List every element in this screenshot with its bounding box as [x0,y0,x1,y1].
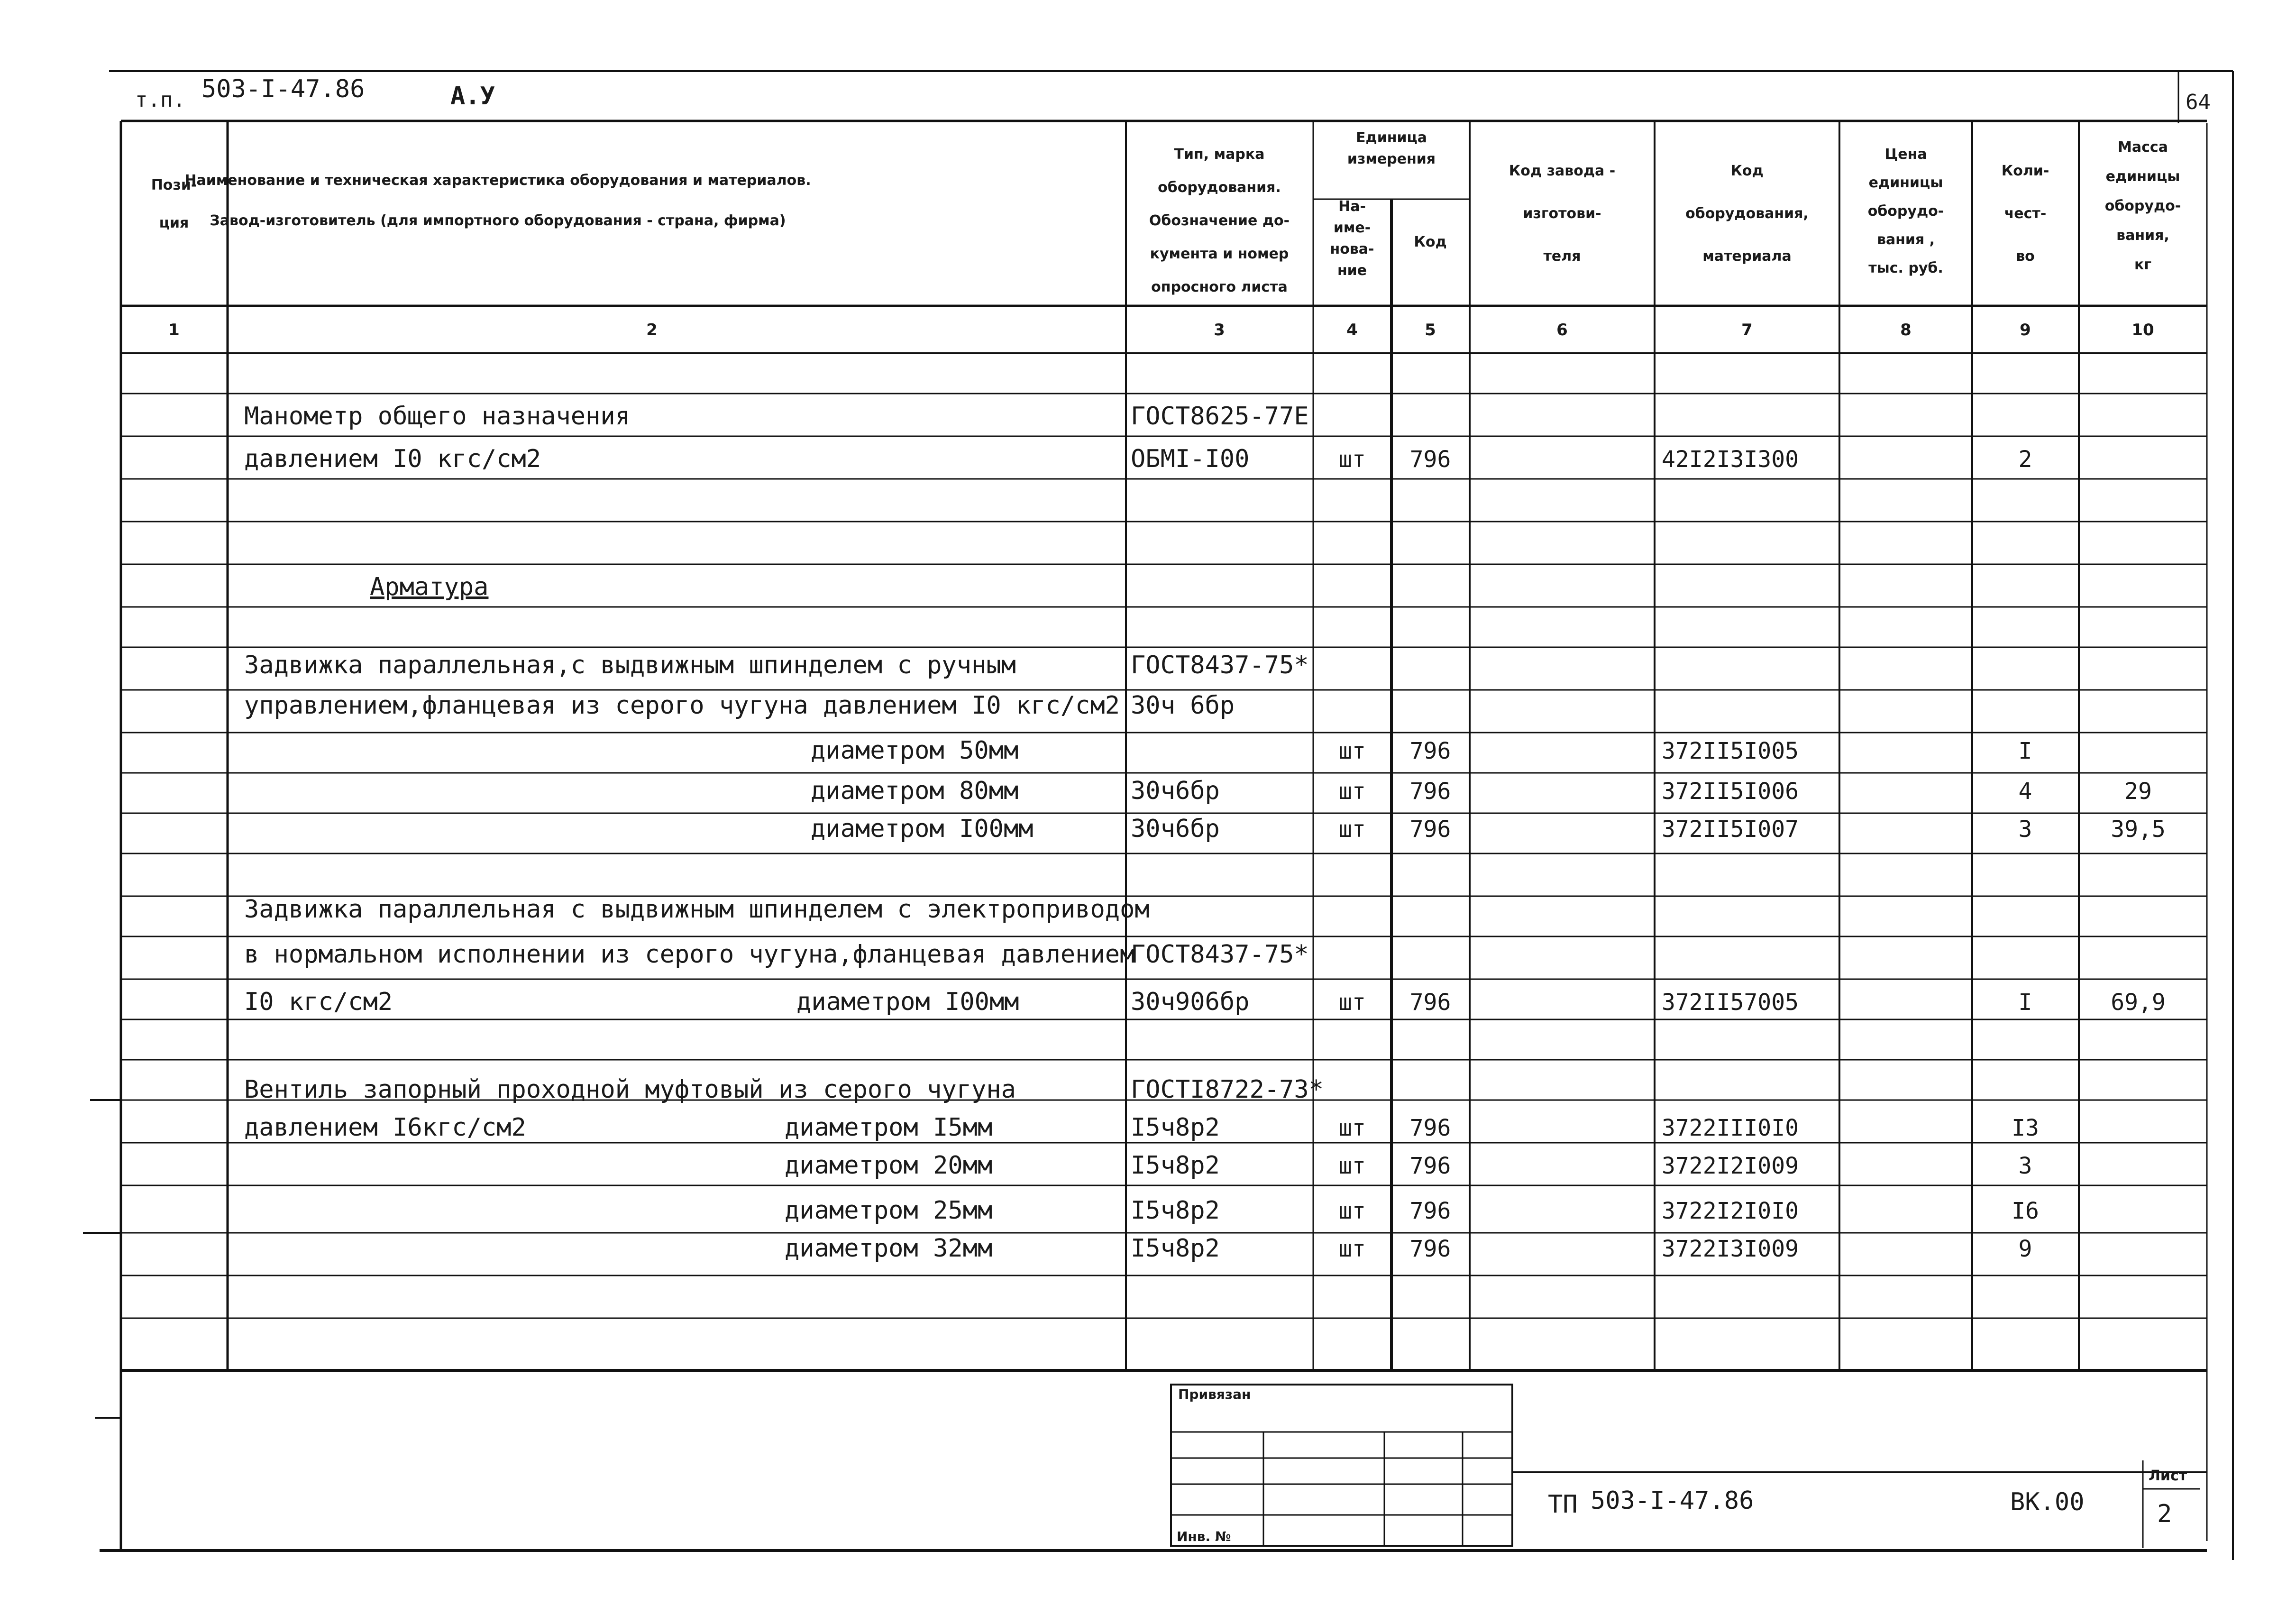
item-quantity: 3 [2018,816,2032,843]
item-name: управлением,фланцевая из серого чугуна давлением I0 кгс/см2 [244,691,1120,720]
table-row [244,691,1235,720]
header-position-line: ция [159,215,189,231]
item-diameter: диаметром 25мм [785,1196,993,1225]
item-unit: шт [1338,1236,1366,1262]
item-type: I5ч8р2 [1131,1196,1220,1225]
item-unit: шт [1338,738,1366,764]
item-type: 30ч6бр [1131,777,1220,805]
column-number: 4 [1346,321,1358,339]
item-type: ГОСТI8722-73* [1131,1075,1324,1104]
item-equipment-code: 3722I2I0I0 [1662,1198,1799,1224]
header-equipment-code-line: оборудования, [1685,205,1809,222]
header-factory-code-line: изготови- [1523,205,1601,222]
header-mass-line: единицы [2105,168,2180,185]
item-quantity: 3 [2018,1153,2032,1179]
item-equipment-code: 372II5I005 [1662,738,1799,764]
item-type: I5ч8р2 [1131,1151,1220,1180]
item-unit-code: 796 [1409,1236,1451,1262]
item-unit: шт [1338,1198,1366,1224]
item-unit: шт [1338,989,1366,1016]
item-name: в нормальном исполнении из серого чугуна,фланцевая давлением [244,940,1135,969]
project-number: 503-I-47.86 [201,75,365,103]
item-unit-code: 796 [1409,778,1451,805]
item-type: I5ч8р2 [1131,1234,1220,1263]
header-price-line: единицы [1868,174,1943,191]
item-quantity: 4 [2018,778,2032,805]
item-type: ГОСТ8437-75* [1131,651,1309,679]
header-quantity-line: Коли- [2001,163,2049,179]
table-header [151,129,2181,295]
table-row [785,1151,2032,1180]
table-row [244,940,1309,969]
item-quantity: I [2018,738,2032,764]
table-row [244,988,2166,1016]
item-quantity: 9 [2018,1236,2032,1262]
sheet-number: 2 [2157,1500,2172,1528]
header-price-line: Цена [1884,146,1927,163]
header-name-line: Наименование и техническая характеристика оборудования и материалов. [184,172,811,189]
item-mass: 69,9 [2111,989,2166,1016]
item-mass: 29 [2124,778,2152,805]
sheet-label: Лист [2149,1468,2187,1484]
header-unit-name-line: ние [1337,262,1367,279]
item-type: 30ч6бр [1131,815,1220,843]
header-type-line: Тип, марка [1174,146,1265,163]
table-body [244,402,2166,1263]
table-row [811,815,2166,843]
item-diameter: диаметром I5мм [785,1113,993,1142]
item-equipment-code: 3722I3I009 [1662,1236,1799,1262]
item-unit: шт [1338,1115,1366,1141]
item-equipment-code: 372II5I006 [1662,778,1799,805]
document-code: ВК.00 [2010,1488,2085,1516]
column-number: 1 [168,321,180,339]
item-type: 30ч906бр [1131,988,1250,1016]
inventory-number-label: Инв. № [1177,1529,1231,1544]
table-row [244,895,1150,924]
column-number: 7 [1741,321,1753,339]
column-number: 2 [646,321,658,339]
table-row [785,1234,2032,1263]
item-type: 30ч 6бр [1131,691,1235,720]
item-name: Вентиль запорный проходной муфтовый из серого чугуна [244,1075,1016,1104]
item-equipment-code: 372II57005 [1662,989,1799,1016]
item-quantity: 2 [2018,446,2032,473]
table-row [244,651,1309,679]
item-quantity: I6 [2012,1198,2039,1224]
header-price-line: тыс. руб. [1868,260,1943,276]
item-equipment-code: 3722III0I0 [1662,1115,1799,1141]
series-prefix: т.п. [135,88,185,112]
table-row [244,445,2032,473]
column-number: 10 [2131,321,2154,339]
item-unit: шт [1338,816,1366,843]
column-number-row [168,321,2154,339]
header-unit-code: Код [1414,234,1447,250]
section-row [370,573,488,601]
item-type: ГОСТ8437-75* [1131,940,1309,969]
item-name: Манометр общего назначения [244,402,630,431]
document-number: 503-I-47.86 [1591,1486,1754,1515]
header-position-line: Пози- [151,177,197,193]
item-unit: шт [1338,446,1366,473]
item-quantity: I [2018,989,2032,1016]
item-diameter: диаметром I00мм [811,815,1034,843]
item-name: Задвижка параллельная с выдвижным шпинделем с электроприводом [244,895,1150,924]
item-name: I0 кгс/см2 [244,988,393,1016]
item-equipment-code: 42I2I3I300 [1662,446,1799,473]
item-unit: шт [1338,1153,1366,1179]
item-type: ГОСТ8625-77Е [1131,402,1309,431]
header-equipment-code-line: материала [1702,248,1792,265]
header-factory-code-line: Код завода - [1509,163,1616,179]
table-row [244,1113,2039,1142]
header-unit-name-line: име- [1333,220,1371,236]
column-number: 9 [2020,321,2031,339]
document-prefix: ТП [1548,1490,1578,1519]
item-unit-code: 796 [1409,738,1451,764]
item-quantity: I3 [2012,1115,2039,1141]
section-title: Арматура [370,573,489,601]
item-unit-code: 796 [1409,1198,1451,1224]
header-quantity-line: во [2016,248,2035,265]
header-unit-name-line: На- [1338,198,1366,215]
header-price-line: вания , [1876,231,1935,248]
header-type-line: кумента и номер [1150,246,1289,262]
item-diameter: диаметром 20мм [785,1151,993,1180]
item-name: давлением I6кгс/см2 [244,1113,526,1142]
header-unit-line: Единица [1356,129,1427,146]
header-unit-name-line: нова- [1330,241,1374,257]
header-factory-code-line: теля [1543,248,1581,265]
item-name: давлением I0 кгс/см2 [244,445,541,473]
item-equipment-code: 3722I2I009 [1662,1153,1799,1179]
item-type: ОБМI-I00 [1131,445,1250,473]
header-mass-line: Масса [2118,139,2168,156]
item-diameter: диаметром 32мм [785,1234,993,1263]
header-mass-line: оборудо- [2104,198,2181,214]
column-number: 8 [1900,321,1912,339]
header-mass-line: кг [2134,257,2152,273]
table-row [244,402,1309,431]
item-name: Задвижка параллельная,с выдвижным шпинделем с ручным [244,651,1016,679]
item-diameter: диаметром 80мм [811,777,1019,805]
column-number: 6 [1556,321,1568,339]
table-row [785,1196,2039,1225]
header-equipment-code-line: Код [1730,163,1764,179]
header-name-line: Завод-изготовитель (для импортного оборудования - страна, фирма) [210,212,786,229]
page-mark: 64 [2186,90,2211,114]
header-type-line: Обозначение до- [1149,212,1290,229]
item-unit-code: 796 [1409,446,1451,473]
table-row [811,736,2032,765]
column-number: 3 [1214,321,1225,339]
header-unit-line: измерения [1347,151,1436,167]
item-mass: 39,5 [2111,816,2166,843]
top-title [135,75,2211,114]
column-number: 5 [1425,321,1436,339]
header-type-line: опросного листа [1151,279,1288,295]
album-mark: А.У [450,82,495,110]
item-unit-code: 796 [1409,1115,1451,1141]
item-unit-code: 796 [1409,816,1451,843]
item-unit-code: 796 [1409,989,1451,1016]
table-row [811,777,2152,805]
title-block [1171,1385,2207,1548]
header-quantity-line: чест- [2004,205,2047,222]
header-mass-line: вания, [2116,227,2169,244]
item-diameter: диаметром I00мм [796,988,1019,1016]
item-unit: шт [1338,778,1366,805]
header-type-line: оборудования. [1158,179,1281,196]
header-price-line: оборудо- [1867,203,1944,220]
item-diameter: диаметром 50мм [811,736,1019,765]
item-unit-code: 796 [1409,1153,1451,1179]
item-type: I5ч8р2 [1131,1113,1220,1142]
table-row [244,1075,1324,1104]
item-equipment-code: 372II5I007 [1662,816,1799,843]
privyazan-label: Привязан [1178,1386,1251,1402]
